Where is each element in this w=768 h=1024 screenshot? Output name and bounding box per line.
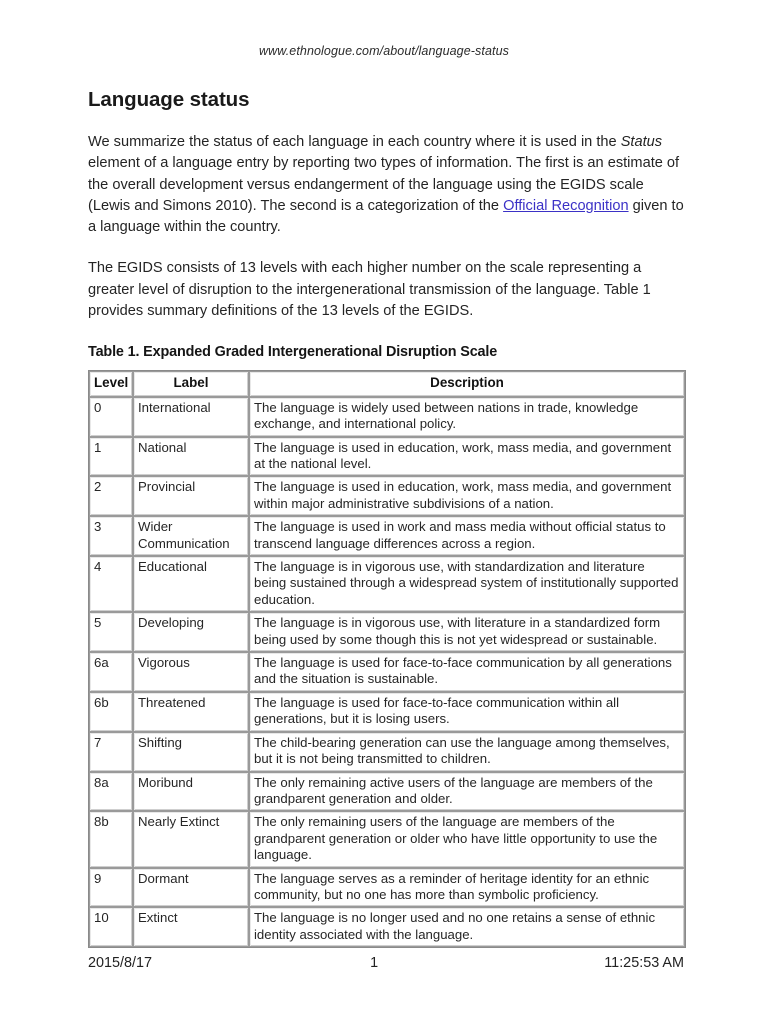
cell-level: 8b [89, 811, 133, 867]
cell-description: The language is used in education, work, mass media, and government within major administrative subdivisions of a nation. [249, 476, 685, 516]
table-header-row [89, 371, 685, 396]
page-title: Language status [88, 88, 250, 111]
cell-level: 0 [89, 397, 133, 437]
cell-level: 8a [89, 772, 133, 812]
cell-description: The language serves as a reminder of heritage identity for an ethnic community, but no one has more than symbolic proficiency. [249, 868, 685, 908]
cell-description: The language is in vigorous use, with standardization and literature being sustained through a widespread system of institutionally supported education. [249, 556, 685, 612]
intro-paragraph [88, 132, 684, 238]
cell-label: Developing [133, 612, 249, 652]
cell-label: Shifting [133, 732, 249, 772]
cell-description: The child-bearing generation can use the language among themselves, but it is not being transmitted to children. [249, 732, 685, 772]
table-caption: Table 1. Expanded Graded Intergenerational Disruption Scale [88, 344, 498, 361]
intro-paragraph-part2: element of a language entry by reporting two types of information. The first is an estimate of the overall development versus endangerment of the language using the EGIDS scale (Lewis and Simons 2010). The second is a categorization of the [88, 155, 680, 214]
cell-description: The language is widely used between nations in trade, knowledge exchange, and international policy. [249, 397, 685, 437]
cell-level: 6b [89, 692, 133, 732]
cell-description: The language is no longer used and no one retains a sense of ethnic identity associated with the language. [249, 907, 685, 947]
intro-paragraph-part3: given to a language within the country. [88, 197, 684, 236]
cell-label: Threatened [133, 692, 249, 732]
cell-level: 4 [89, 556, 133, 612]
cell-level: 3 [89, 516, 133, 556]
cell-level: 7 [89, 732, 133, 772]
cell-description: The language is used in education, work, mass media, and government at the national level. [249, 437, 685, 477]
cell-description: The language is in vigorous use, with literature in a standardized form being used by some though this is not yet widespread or sustainable. [249, 612, 685, 652]
table-row [89, 732, 685, 772]
cell-description: The only remaining users of the language are members of the grandparent generation or older who have little opportunity to use the language. [249, 811, 685, 867]
cell-level: 9 [89, 868, 133, 908]
document-content [88, 88, 684, 948]
cell-label: Provincial [133, 476, 249, 516]
table-row [89, 811, 685, 867]
status-emphasis: Status [620, 134, 663, 150]
cell-label: Nearly Extinct [133, 811, 249, 867]
cell-label: Wider Communication [133, 516, 249, 556]
table-row [89, 868, 685, 908]
table-row [89, 556, 685, 612]
cell-level: 1 [89, 437, 133, 477]
table-header [89, 371, 685, 396]
official-recognition-link[interactable]: Official Recognition [503, 197, 629, 214]
table-body [89, 397, 685, 947]
footer-page-number: 1 [370, 955, 379, 971]
table-row [89, 516, 685, 556]
cell-level: 6a [89, 652, 133, 692]
cell-level: 2 [89, 476, 133, 516]
table-row [89, 476, 685, 516]
cell-description: The language is used in work and mass media without official status to transcend language differences across a region. [249, 516, 685, 556]
table-row [89, 612, 685, 652]
column-header-label: Label [133, 371, 249, 396]
egids-table [88, 370, 686, 948]
cell-description: The only remaining active users of the language are members of the grandparent generation and older. [249, 772, 685, 812]
cell-label: Extinct [133, 907, 249, 947]
footer-date: 2015/8/17 [88, 955, 153, 971]
cell-level: 5 [89, 612, 133, 652]
cell-label: National [133, 437, 249, 477]
column-header-level: Level [89, 371, 133, 396]
page-footer [88, 955, 684, 971]
cell-label: Vigorous [133, 652, 249, 692]
footer-time: 11:25:53 AM [604, 955, 684, 971]
cell-description: The language is used for face-to-face communication within all generations, but it is losing users. [249, 692, 685, 732]
table-row [89, 652, 685, 692]
table-row [89, 772, 685, 812]
column-header-description: Description [249, 371, 685, 396]
cell-label: International [133, 397, 249, 437]
cell-description: The language is used for face-to-face communication by all generations and the situation is sustainable. [249, 652, 685, 692]
table-row [89, 437, 685, 477]
egids-description-paragraph: The EGIDS consists of 13 levels with each higher number on the scale representing a greater level of disruption to the intergenerational transmission of the language. Table 1 provides summary definitions of the 13 levels of the EGIDS. [88, 260, 651, 320]
table-row [89, 692, 685, 732]
intro-paragraph-part1: We summarize the status of each language in each country where it is used in the [88, 134, 621, 150]
cell-label: Moribund [133, 772, 249, 812]
table-row [89, 907, 685, 947]
page-url-header: www.ethnologue.com/about/language-status [259, 44, 509, 58]
cell-label: Educational [133, 556, 249, 612]
table-row [89, 397, 685, 437]
cell-level: 10 [89, 907, 133, 947]
cell-label: Dormant [133, 868, 249, 908]
